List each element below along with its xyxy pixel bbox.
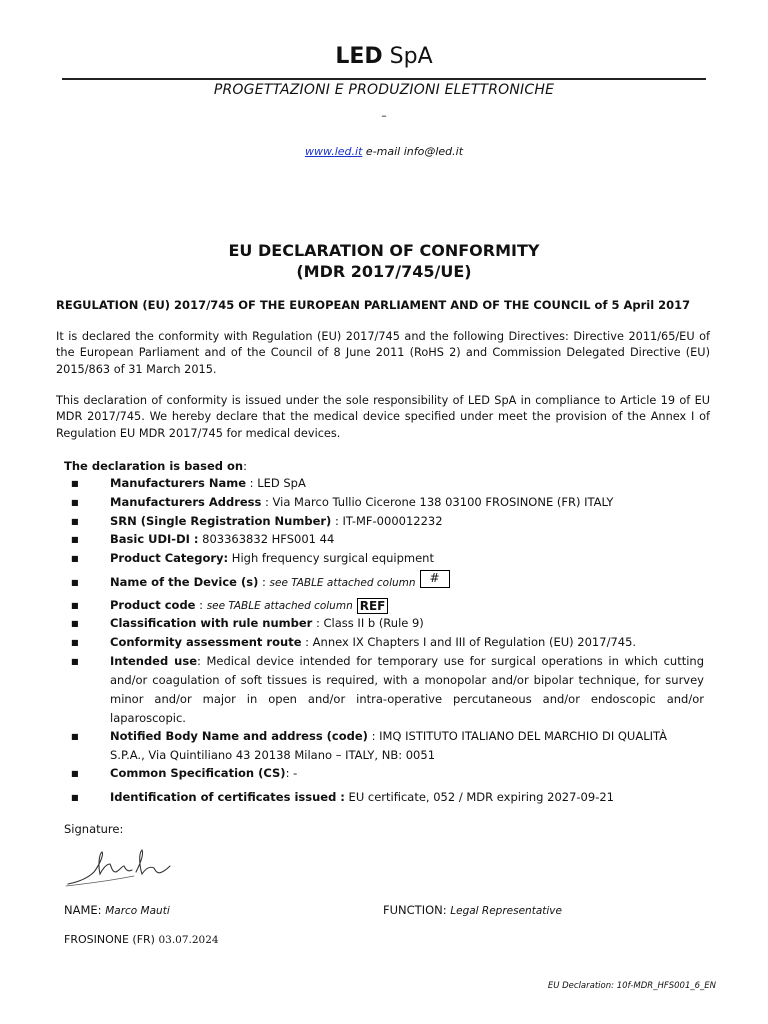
bullet-icon: ■	[71, 638, 79, 647]
regulation-heading: REGULATION (EU) 2017/745 OF THE EUROPEAN PARLIAMENT AND OF THE COUNCIL of 5 April 2017	[56, 298, 691, 312]
item-label: Conformity assessment route	[110, 635, 302, 649]
function-label: FUNCTION:	[383, 903, 451, 917]
based-on-label	[64, 459, 247, 473]
based-on-text: The declaration is based on	[64, 459, 244, 473]
item-label: Product code	[110, 598, 196, 612]
item-label: Basic UDI-DI :	[110, 532, 199, 546]
bullet-icon: ■	[71, 554, 79, 563]
item-label: Product Category:	[110, 551, 229, 565]
item-label: Manufacturers Address	[110, 495, 262, 509]
bullet-icon: ■	[71, 535, 79, 544]
item-value: : IT-MF-000012232	[331, 514, 443, 528]
bullet-icon: ■	[71, 793, 79, 802]
name-value: Marco Mauti	[105, 905, 170, 917]
document-title	[0, 240, 768, 282]
bullet-icon: ■	[71, 732, 79, 741]
website-link[interactable]: www.led.it	[304, 145, 363, 158]
email-text: e-mail info@led.it	[365, 145, 464, 158]
signatory-name	[64, 903, 170, 917]
based-on-colon: :	[243, 459, 247, 473]
footer-reference: EU Declaration: 10f-MDR_HFS001_6_EN	[547, 981, 716, 991]
conformity-paragraph: It is declared the conformity with Regulation (EU) 2017/745 and the following Directives: Directive 2011/65/EU of the European Parliament and of the Council of 8 June 2011 (RoHS 2) and Commission Delegated Directive (EU) 2015/863 of 31 March 2015.	[56, 330, 710, 376]
contact-line	[0, 145, 768, 158]
item-value: : Class II b (Rule 9)	[312, 616, 424, 630]
item-label: Notified Body Name and address (code)	[110, 729, 368, 743]
bullet-icon: ■	[71, 479, 79, 488]
bullet-icon: ■	[71, 619, 79, 628]
item-label: Intended use	[110, 654, 198, 668]
item-value: EU certificate, 052 / MDR expiring 2027-09-21	[344, 790, 614, 804]
company-tagline: PROGETTAZIONI E PRODUZIONI ELETTRONICHE	[213, 82, 555, 98]
handwritten-signature	[64, 844, 174, 892]
responsibility-paragraph: This declaration of conformity is issued under the sole responsibility of LED SpA in compliance to Article 19 of EU MDR 2017/745. We hereby declare that the medical device specified under meet the provision of the Annex I of Regulation EU MDR 2017/745 for medical devices.	[56, 394, 710, 440]
ref-symbol-icon: REF	[357, 598, 389, 614]
item-separator: :	[195, 598, 207, 612]
company-logo	[0, 44, 768, 69]
item-value: see TABLE attached column	[206, 600, 353, 612]
item-value: see TABLE attached column	[269, 577, 416, 589]
bullet-icon: ■	[71, 517, 79, 526]
bullet-icon: ■	[71, 601, 79, 610]
bullet-icon: ■	[71, 578, 79, 587]
title-line-1: EU DECLARATION OF CONFORMITY	[228, 241, 540, 260]
item-label: Common Specification (CS)	[110, 766, 286, 780]
header-dash: –	[381, 109, 387, 122]
item-separator: :	[258, 575, 270, 589]
item-value: : -	[285, 766, 298, 780]
item-label: Manufacturers Name	[110, 476, 247, 490]
company-name-suffix: SpA	[389, 44, 433, 69]
item-value: 803363832 HFS001 44	[198, 532, 335, 546]
company-name-bold: LED	[335, 44, 383, 69]
title-line-2: (MDR 2017/745/UE)	[296, 262, 472, 281]
signature-label: Signature:	[64, 822, 124, 836]
item-value: High frequency surgical equipment	[228, 551, 434, 565]
place-date	[64, 933, 219, 946]
hash-symbol-icon: #	[420, 570, 450, 588]
bullet-icon: ■	[71, 498, 79, 507]
bullet-icon: ■	[71, 769, 79, 778]
header-rule	[62, 78, 706, 80]
function-value: Legal Representative	[450, 905, 562, 917]
item-label: SRN (Single Registration Number)	[110, 514, 332, 528]
item-label: Identification of certificates issued :	[110, 790, 345, 804]
item-value: : Medical device intended for temporary use for surgical operations in which cutting and/or coagulation of soft tissues is required, with a monopolar and/or bipolar technique, for survey minor and/or major in open and/or intra-operative percutaneous and/or endoscopic and/or laparoscopic.	[110, 654, 704, 725]
item-value: : LED SpA	[246, 476, 306, 490]
item-value: : Via Marco Tullio Cicerone 138 03100 FROSINONE (FR) ITALY	[261, 495, 614, 509]
place-text: FROSINONE (FR)	[64, 933, 159, 946]
item-value: : IMQ ISTITUTO ITALIANO DEL MARCHIO DI QUALITÀ S.P.A., Via Quintiliano 43 20138 Milano – ITALY, NB: 0051	[110, 729, 667, 762]
item-value: : Annex IX Chapters I and III of Regulation (EU) 2017/745.	[301, 635, 637, 649]
item-label: Classification with rule number	[110, 616, 313, 630]
signatory-function	[383, 903, 562, 917]
name-label: NAME:	[64, 903, 106, 917]
bullet-icon: ■	[71, 657, 79, 666]
date-text: 03.07.2024	[158, 934, 219, 946]
item-label: Name of the Device (s)	[110, 575, 259, 589]
